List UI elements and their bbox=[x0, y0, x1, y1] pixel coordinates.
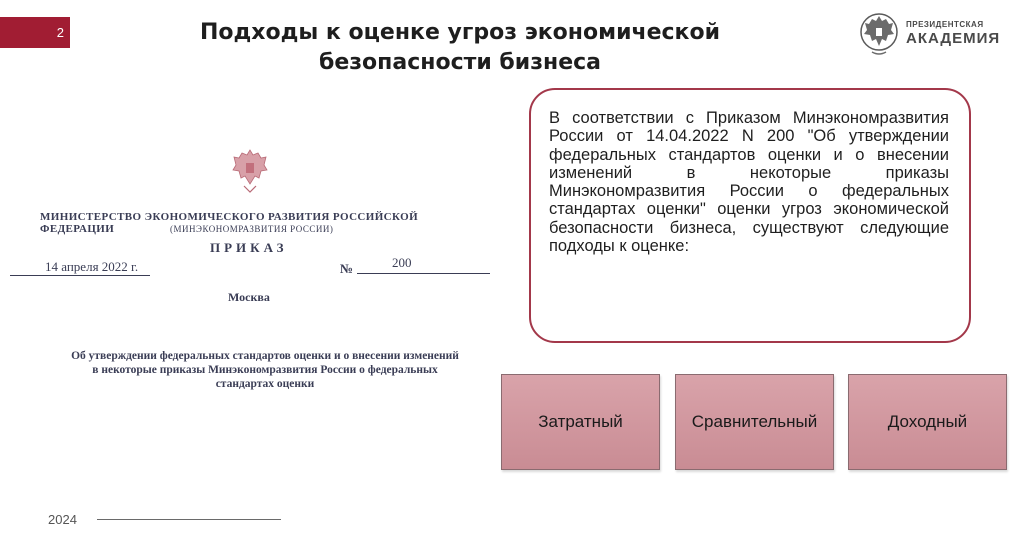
order-date: 14 апреля 2022 г. bbox=[45, 259, 139, 274]
page-number-badge bbox=[0, 17, 70, 48]
number-underline bbox=[357, 273, 490, 274]
order-heading-line-1: Об утверждении федеральных стандартов оценки и о внесении изменений bbox=[71, 350, 459, 362]
slide-title bbox=[130, 18, 790, 78]
approach-label: Сравнительный bbox=[691, 412, 818, 431]
order-heading-line-2: в некоторые приказы Минэкономразвития России о федеральных bbox=[92, 364, 438, 376]
page-number: 2 bbox=[56, 25, 64, 40]
logo-text-top: ПРЕЗИДЕНТСКАЯ bbox=[906, 20, 984, 29]
approach-income-button[interactable] bbox=[848, 374, 1007, 470]
number-sign: № bbox=[340, 261, 354, 276]
slide-title-line-1: Подходы к оценке угроз экономической bbox=[199, 20, 721, 45]
order-document-image bbox=[0, 140, 500, 410]
order-heading bbox=[40, 349, 490, 391]
approach-label: Затратный bbox=[538, 412, 623, 431]
footer-divider bbox=[97, 519, 281, 520]
info-text-box bbox=[529, 88, 971, 343]
order-number: 200 bbox=[392, 255, 412, 270]
info-text: В соответствии с Приказом Минэкономразвития России от 14.04.2022 N 200 "Об утверждении федеральных стандартов оценки и о внесении изменений в некоторые приказы Минэкономразвития России о федеральных стандартах оценки" оценки угроз экономической безопасности бизнеса, существуют следующие подходы к оценке: bbox=[549, 109, 949, 256]
order-city: Москва bbox=[228, 290, 270, 304]
approach-cost-button[interactable] bbox=[501, 374, 660, 470]
double-headed-eagle-icon bbox=[858, 8, 900, 58]
ministry-name: МИНИСТЕРСТВО ЭКОНОМИЧЕСКОГО РАЗВИТИЯ РОССИЙСКОЙ ФЕДЕРАЦИИ bbox=[40, 211, 419, 235]
coat-of-arms-icon bbox=[230, 148, 270, 194]
order-heading-line-3: стандартах оценки bbox=[215, 378, 315, 390]
logo-text-main: АКАДЕМИЯ bbox=[906, 30, 1001, 47]
slide-title-line-2: безопасности бизнеса bbox=[318, 50, 601, 75]
footer-year: 2024 bbox=[48, 512, 77, 527]
ministry-short-name: (МИНЭКОНОМРАЗВИТИЯ РОССИИ) bbox=[170, 224, 334, 234]
date-underline bbox=[10, 275, 150, 276]
order-word: ПРИКАЗ bbox=[210, 240, 288, 255]
academy-logo bbox=[858, 8, 1001, 58]
approach-label: Доходный bbox=[887, 412, 968, 431]
approach-comparative-button[interactable] bbox=[675, 374, 834, 470]
